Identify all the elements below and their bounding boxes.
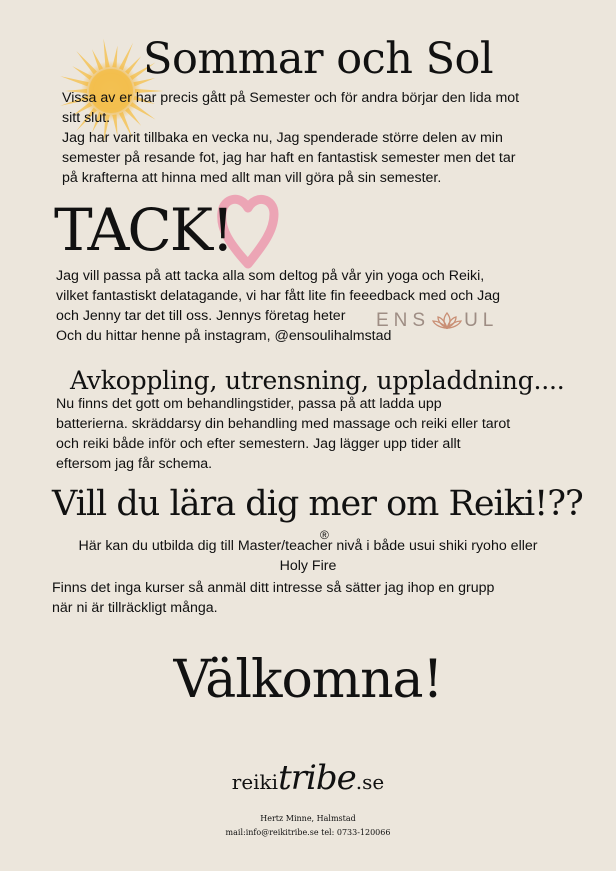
logo-part-tribe: tribe (278, 758, 356, 798)
title-sommar-och-sol: Sommar och Sol (143, 34, 494, 84)
paragraph-reiki-courses: Här kan du utbilda dig till Master/teacher nivå i både usui shiki ryoho eller Holy Fire (78, 538, 538, 574)
ensoul-logo-right: UL (464, 310, 499, 331)
ensoul-logo-left: ENS (376, 310, 431, 331)
paragraph-reiki-interest: Finns det inga kurser så anmäl ditt intresse så sätter jag ihop en grupp när ni är tillräckligt många. (52, 580, 495, 616)
lotus-icon (432, 312, 462, 330)
footer-contact: mail:info@reikitribe.se tel: 0733-120066 (225, 828, 391, 837)
reikitribe-logo (0, 758, 616, 798)
paragraph-thanks: Jag vill passa på att tacka alla som deltog på vår yin yoga och Reiki, vilket fantastiskt delatagande, vi har fått lite fin feeedback med och Jag och Jenny tar det till oss. Jennys företag heter Och du hittar henne på instagram, @ensoulihalmstad (56, 268, 501, 344)
logo-part-se: .se (355, 770, 385, 794)
registered-mark: ® (320, 528, 329, 542)
title-tack: TACK! (54, 196, 233, 264)
paragraph-summer: Vissa av er har precis gått på Semester och för andra börjar den lida mot sitt slut. Jag har varit tillbaka en vecka nu, Jag spenderade större delen av min semester på resande fot, jag har haft en fantastisk semester men det tar på krafterna att hinna med allt man vill göra på sin semester. (62, 90, 520, 186)
title-reiki: Vill du lära dig mer om Reiki!?? (52, 484, 583, 524)
ensoul-logo (376, 310, 498, 332)
footer-address: Hertz Minne, Halmstad (260, 814, 356, 823)
title-avkoppling: Avkoppling, utrensning, uppladdning.... (70, 366, 565, 395)
paragraph-relax: Nu finns det gott om behandlingstider, passa på att ladda upp batterierna. skräddarsy din behandling med massage och reiki eller tarot och reiki både inför och efter semestern. Jag lägger upp tider allt eftersom jag får schema. (56, 396, 511, 472)
title-valkomna: Välkomna! (173, 650, 443, 710)
logo-part-reiki: reiki (231, 770, 279, 794)
